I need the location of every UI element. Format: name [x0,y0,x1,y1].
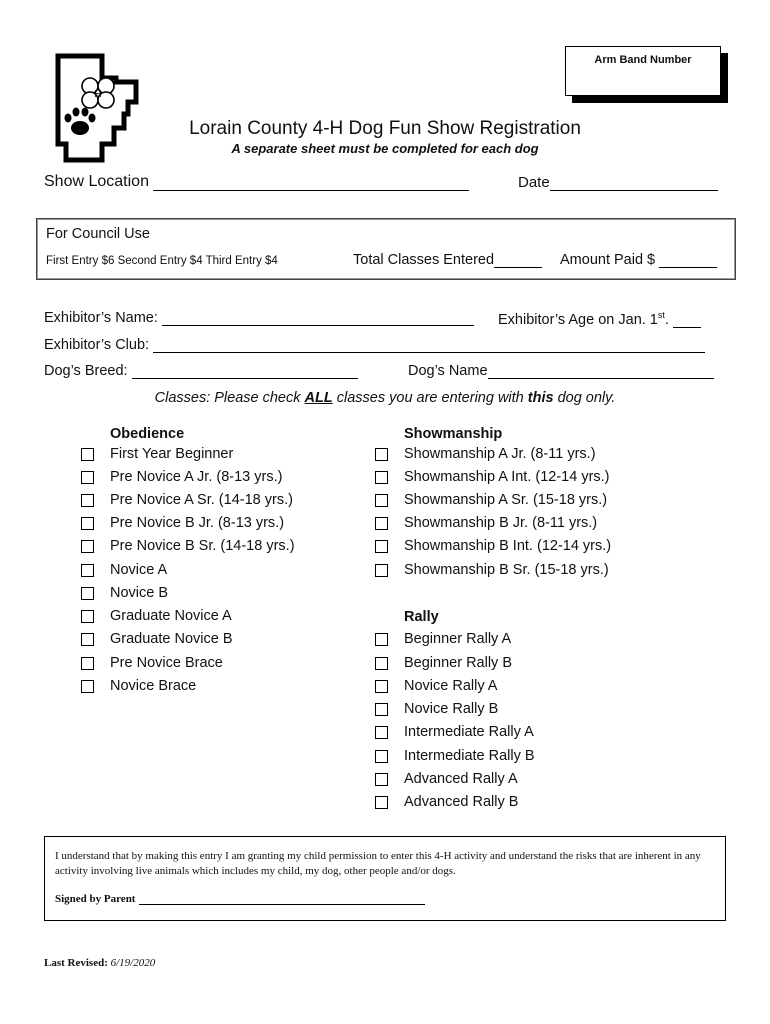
showmanship-item[interactable]: Showmanship A Sr. (15-18 yrs.) [404,492,607,508]
parent-signature-row [55,893,425,905]
parent-release-box [44,836,726,921]
exhibitor-name-row [44,310,474,326]
rally-item[interactable]: Advanced Rally A [404,771,518,787]
obedience-item[interactable]: Graduate Novice A [110,608,232,624]
checkbox[interactable] [375,773,388,786]
obedience-item[interactable]: Pre Novice Brace [110,655,223,671]
arm-band-label: Arm Band Number [594,54,692,66]
checkbox[interactable] [81,494,94,507]
obedience-item[interactable]: Pre Novice B Sr. (14-18 yrs.) [110,538,295,554]
checkbox[interactable] [375,750,388,763]
checkbox[interactable] [375,657,388,670]
dog-breed-field[interactable] [132,378,358,379]
obedience-item[interactable]: Pre Novice B Jr. (8-13 yrs.) [110,515,284,531]
exhibitor-age-sup: st [657,310,665,320]
checkbox[interactable] [81,448,94,461]
dog-breed-row [44,363,358,379]
total-classes-row [353,252,542,268]
checkbox[interactable] [375,540,388,553]
total-classes-label: Total Classes Entered [353,252,495,268]
checkbox[interactable] [375,517,388,530]
exhibitor-club-field[interactable] [153,352,705,353]
obedience-item[interactable]: Pre Novice A Sr. (14-18 yrs.) [110,492,293,508]
exhibitor-name-label: Exhibitor’s Name: [44,310,162,326]
showmanship-item[interactable]: Showmanship A Jr. (8-11 yrs.) [404,446,596,462]
date-label: Date [518,174,550,191]
instructions-text-1: Classes: Please check [154,390,305,406]
checkbox[interactable] [81,540,94,553]
instructions-text-3: dog only. [553,390,616,406]
release-text: I understand that by making this entry I am granting my child permission to enter this 4-H activity and understand the risks that are inherent in any activity involving live animals which includes my child, my dog, other people and/or dogs. [55,850,701,877]
last-revised-label: Last Revised: [44,957,108,969]
checkbox[interactable] [375,726,388,739]
checkbox[interactable] [81,471,94,484]
dog-name-row [408,363,714,379]
show-location-row [44,173,469,191]
clover-icon [82,78,114,108]
signed-by-parent-label: Signed by Parent [55,893,136,905]
checkbox[interactable] [375,494,388,507]
last-revised-date: 6/19/2020 [107,957,156,969]
rally-item[interactable]: Novice Rally B [404,701,498,717]
obedience-heading: Obedience [110,426,185,442]
amount-paid-field[interactable] [659,267,717,268]
page-subtitle: A separate sheet must be completed for each dog [231,141,539,156]
council-use-box [36,218,736,280]
showmanship-heading: Showmanship [404,426,503,442]
entry-fees: First Entry $6 Second Entry $4 Third Entry $4 [46,255,278,267]
amount-paid-label: Amount Paid $ [560,252,660,268]
checkbox[interactable] [375,680,388,693]
exhibitor-age-label: Exhibitor’s Age on Jan. 1 [498,311,658,328]
class-instructions [0,390,770,406]
exhibitor-club-row [44,337,705,353]
checkbox[interactable] [81,633,94,646]
exhibitor-age-field[interactable] [673,327,701,328]
showmanship-item[interactable]: Showmanship A Int. (12-14 yrs.) [404,469,610,485]
dog-breed-label: Dog’s Breed: [44,363,132,379]
rally-item[interactable]: Beginner Rally B [404,655,512,671]
checkbox[interactable] [81,657,94,670]
dog-name-label: Dog’s Name [408,363,488,379]
show-location-field[interactable] [153,190,469,191]
obedience-item[interactable]: Novice B [110,585,168,601]
total-classes-field[interactable] [494,267,542,268]
checkbox[interactable] [81,517,94,530]
checkbox[interactable] [375,633,388,646]
obedience-item[interactable]: Novice A [110,562,167,578]
dog-name-field[interactable] [488,378,714,379]
instructions-text-2: classes you are entering with [332,390,528,406]
checkbox[interactable] [375,796,388,809]
exhibitor-age-after: . [664,311,673,328]
exhibitor-name-field[interactable] [162,325,474,326]
checkbox[interactable] [375,703,388,716]
checkbox[interactable] [81,680,94,693]
obedience-item[interactable]: Novice Brace [110,678,196,694]
showmanship-item[interactable]: Showmanship B Sr. (15-18 yrs.) [404,562,609,578]
date-row [518,174,718,191]
date-field[interactable] [550,190,718,191]
show-location-label: Show Location [44,173,154,190]
rally-item[interactable]: Novice Rally A [404,678,497,694]
obedience-item[interactable]: Pre Novice A Jr. (8-13 yrs.) [110,469,282,485]
amount-paid-row [560,252,717,268]
arm-band-box[interactable] [565,46,721,96]
rally-item[interactable]: Beginner Rally A [404,631,511,647]
rally-item[interactable]: Advanced Rally B [404,794,518,810]
svg-text:H: H [94,89,102,100]
showmanship-item[interactable]: Showmanship B Int. (12-14 yrs.) [404,538,611,554]
parent-signature-field[interactable] [139,904,425,905]
checkbox[interactable] [81,610,94,623]
council-heading: For Council Use [46,226,150,242]
checkbox[interactable] [375,564,388,577]
instructions-all: ALL [304,390,333,406]
showmanship-item[interactable]: Showmanship B Jr. (8-11 yrs.) [404,515,597,531]
checkbox[interactable] [81,564,94,577]
last-revised [44,957,155,969]
obedience-item[interactable]: First Year Beginner [110,446,233,462]
checkbox[interactable] [375,448,388,461]
rally-heading: Rally [404,609,439,625]
checkbox[interactable] [375,471,388,484]
exhibitor-club-label: Exhibitor’s Club: [44,337,154,353]
instructions-this: this [527,390,554,406]
exhibitor-age-row [498,310,701,328]
rally-item[interactable]: Intermediate Rally B [404,748,535,764]
obedience-item[interactable]: Graduate Novice B [110,631,233,647]
rally-item[interactable]: Intermediate Rally A [404,724,534,740]
page-title: Lorain County 4-H Dog Fun Show Registration [189,118,581,139]
checkbox[interactable] [81,587,94,600]
